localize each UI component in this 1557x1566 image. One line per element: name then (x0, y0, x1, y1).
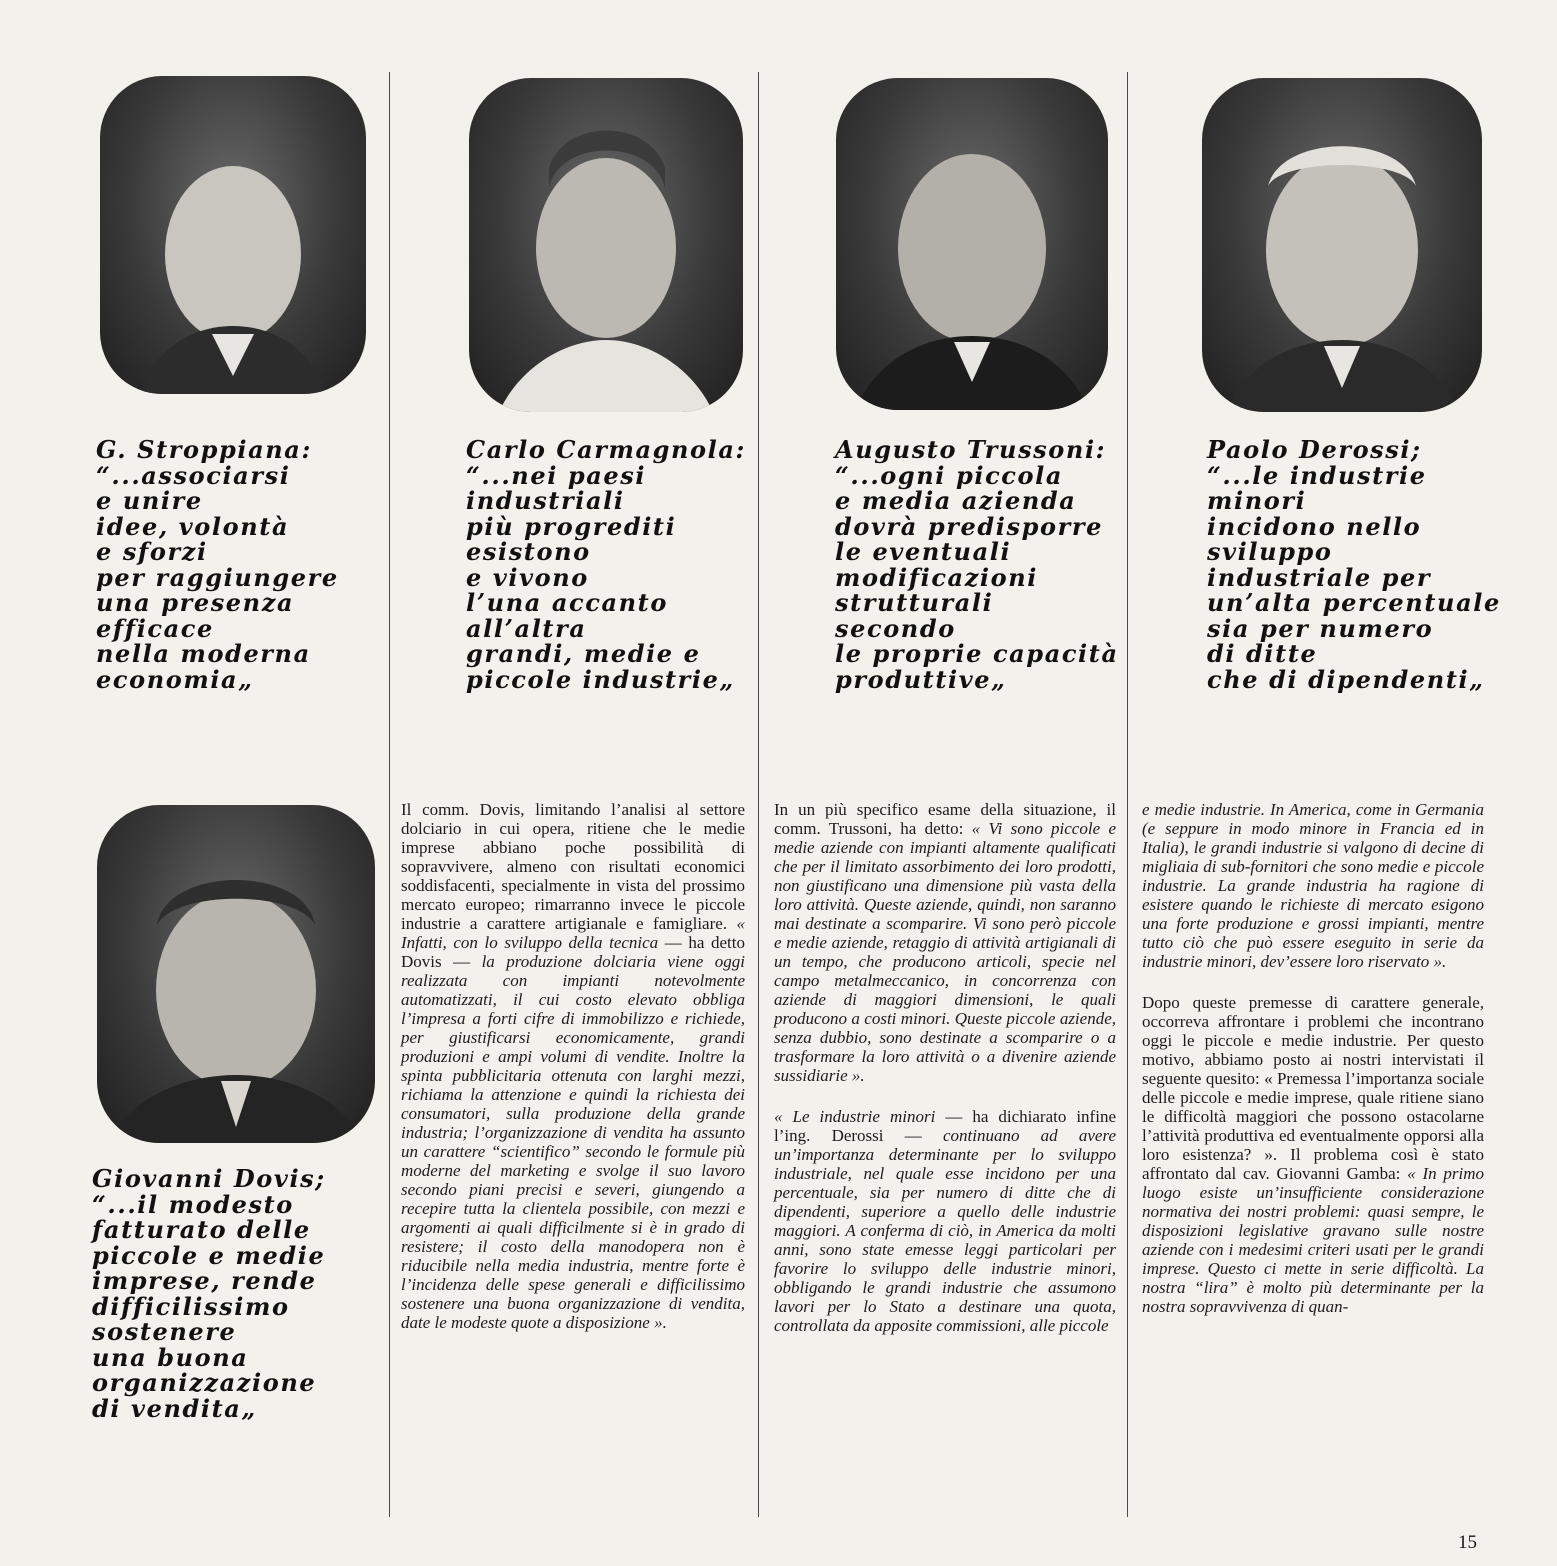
quote-name: Carlo Carmagnola: (466, 435, 746, 464)
portrait-carmagnola (469, 78, 743, 412)
quote-name: Paolo Derossi; (1207, 435, 1422, 464)
article-column-2 (774, 800, 1116, 1357)
quote-name: G. Stroppiana: (96, 435, 312, 464)
column-rule-1 (389, 72, 390, 1517)
quote-line: “...associarsi (96, 460, 291, 490)
text-run: « Vi sono piccole e medie aziende con impianti altamente qualificati che per il limitato assorbimento dei loro prodotti, non giustificano una dimensione più vasta della loro attività. Queste aziende, quindi, non saranno mai destinate a scomparire. Vi sono però piccole e medie aziende, retaggio di attività artigianali di un tempo, che producono articoli, specie nel campo metalmeccanico, in concorrenza con aziende di maggiori dimensioni, le quali producono a costi minori. Queste piccole aziende, senza dubbio, sono destinate a scomparire o a trasformare la loro attività o a divenire aziende sussidiarie ». (774, 819, 1116, 1085)
article-column-1 (401, 800, 745, 1354)
quote-line: “...il modesto (92, 1189, 294, 1219)
quote-line: sostenere (92, 1317, 237, 1346)
text-run: Dopo queste premesse di carattere generale, occorreva affrontare i problemi che incontrano oggi le piccole e medie industrie. Per questo motivo, abbiamo posto ai nostri intervistati il seguente quesito: « Premessa l’importanza sociale delle piccole e medie imprese, quale ritiene siano le difficoltà maggiori che possono ostacolarne l’attività produttiva ed eventualmente opporsi alla loro esistenza? ». Il problema così è stato affrontato dal cav. Giovanni Gamba: (1142, 993, 1484, 1183)
quote-line: incidono nello (1207, 511, 1422, 541)
quote-name: Giovanni Dovis; (92, 1164, 326, 1193)
quote-line: grandi, medie e (466, 639, 701, 668)
quote-line: un’alta percentuale (1207, 588, 1501, 617)
quote-line: industriale per (1207, 562, 1432, 592)
paragraph (774, 800, 1116, 1085)
quote-derossi (1207, 437, 1501, 692)
quote-line: di vendita„ (92, 1393, 257, 1423)
quote-line: organizzazione (92, 1368, 317, 1397)
portrait-derossi (1202, 78, 1482, 412)
quote-carmagnola (466, 437, 746, 692)
quote-line: efficace (96, 613, 214, 643)
quote-line: secondo (835, 613, 956, 643)
text-run: « Le industrie minori (774, 1107, 946, 1126)
quote-line: strutturali (835, 588, 994, 617)
quote-line: per raggiungere (96, 562, 339, 592)
quote-line: esistono (466, 537, 591, 566)
text-run: In un più specifico esame della situazione, il comm. Trussoni, ha detto: (774, 800, 1116, 838)
paragraph (1142, 993, 1484, 1316)
quote-line: produttive„ (835, 664, 1007, 694)
quote-line: l’una accanto (466, 588, 668, 617)
quote-line: “...le industrie (1207, 460, 1427, 490)
portrait-dovis (97, 805, 375, 1143)
quote-line: minori (1207, 486, 1307, 515)
quote-line: che di dipendenti„ (1207, 664, 1485, 694)
text-run: « Infatti, con lo sviluppo della tecnica (401, 914, 745, 952)
text-run: la produzione dolciaria viene oggi realizzata con impianti notevolmente automatizzati, il cui costo elevato obbliga l’impresa a forti cifre di immobilizzo e richiede, per giustificarsi economicamente, grandi produzioni e ampi volumi di vendite. Inoltre la spinta pubblicitaria ottenuta con larghi mezzi, richiama la attenzione e quindi la richiesta dei consumatori, sulla produzione della grande industria; l’organizzazione di vendita ha assunto un carattere “scientifico” secondo le formule più moderne del marketing e svolge il suo lavoro secondo piani precisi e severi, giungendo a recepire tutta la clientela possibile, con mezzi e argomenti ai quali difficilmente si è in grado di resistere; il costo della manodopera non è riducibile nella media industria, mentre forte è l’incidenza delle spese generali e difficilissimo sostenere una buona organizzazione di vendita, date le modeste quote a disposizione ». (401, 952, 745, 1332)
quote-line: piccole industrie„ (466, 664, 735, 694)
quote-line: fatturato delle (92, 1215, 311, 1244)
paragraph (401, 800, 745, 1332)
quote-line: sviluppo (1207, 537, 1333, 566)
article-column-3 (1142, 800, 1484, 1338)
paragraph (1142, 800, 1484, 971)
quote-line: industriali (466, 486, 625, 515)
quote-line: piccole e medie (92, 1240, 326, 1270)
quote-line: sia per numero (1207, 613, 1434, 643)
quote-line: “...nei paesi (466, 460, 647, 490)
quote-line: di ditte (1207, 639, 1318, 668)
text-run: — ha detto Dovis — (401, 933, 745, 971)
text-run: e medie industrie. In America, come in Germania (e seppure in modo minore in Francia ed in Italia), le grandi industrie si valgono di decine di migliaia di sub-fornitori che sono medie e piccole industrie. La grande industria ha ragione di esistere quando le richieste di mercato esigono una forte produzione e grossi impianti, mentre tutto ciò che può essere eseguito in serie da industrie minori, dev’essere loro riservato ». (1142, 800, 1484, 971)
text-run: Il comm. Dovis, limitando l’analisi al settore dolciario in cui opera, ritiene che le medie imprese abbiano poche possibilità di sopravvivere, almeno con risultati economici soddisfacenti, specialmente in vista del prossimo mercato europeo; rimarranno invece le piccole industrie a carattere artigianale e famigliare. (401, 800, 745, 933)
quote-dovis (92, 1166, 326, 1421)
quote-line: le eventuali (835, 537, 1012, 566)
quote-line: difficilissimo (92, 1291, 290, 1321)
column-rule-3 (1127, 72, 1128, 1517)
column-rule-2 (758, 72, 759, 1517)
quote-line: idee, volontà (96, 511, 290, 541)
text-run: — ha dichiarato infine l’ing. Derossi — (774, 1107, 1116, 1145)
paragraph (774, 1107, 1116, 1335)
quote-line: e media azienda (835, 486, 1077, 515)
quote-line: economia„ (96, 664, 254, 694)
quote-trussoni (835, 437, 1119, 692)
portrait-stroppiana (100, 76, 366, 394)
quote-line: all’altra (466, 613, 587, 643)
portrait-trussoni (836, 78, 1108, 410)
quote-line: più progrediti (466, 511, 677, 541)
quote-line: e unire (96, 486, 203, 515)
quote-line: modificazioni (835, 562, 1039, 592)
quote-line: dovrà predisporre (835, 511, 1103, 541)
quote-line: e sforzi (96, 537, 208, 566)
quote-line: una buona (92, 1342, 249, 1372)
text-run: continuano ad avere un’importanza determinante per lo sviluppo industriale, nel quale esse incidono per una percentuale, sia per numero di ditte che di dipendenti, superiore a quello delle industrie maggiori. A conferma di ciò, in America da molti anni, sono state emesse leggi particolari per favorire lo sviluppo delle industrie minori, obbligando le grandi industrie che assumono lavori per lo Stato a destinare una quota, controllata da apposite commissioni, alle piccole (774, 1126, 1116, 1335)
quote-line: nella moderna (96, 639, 311, 668)
text-run: « In primo luogo esiste un’insufficiente considerazione normativa dei nostri problemi: quasi sempre, le disposizioni legislative gravano sulle nostre aziende con i medesimi criteri usati per le grandi imprese. Questo ci mette in serie difficoltà. La nostra “lira” è molto più determinante per la nostra sopravvivenza di quan- (1142, 1164, 1484, 1316)
quote-line: le proprie capacità (835, 639, 1119, 668)
quote-line: una presenza (96, 588, 295, 617)
quote-line: “...ogni piccola (835, 460, 1063, 490)
page-number: 15 (1458, 1532, 1477, 1553)
quote-line: e vivono (466, 562, 589, 592)
quote-stroppiana (96, 437, 339, 692)
quote-line: imprese, rende (92, 1266, 317, 1295)
quote-name: Augusto Trussoni: (835, 435, 1107, 464)
